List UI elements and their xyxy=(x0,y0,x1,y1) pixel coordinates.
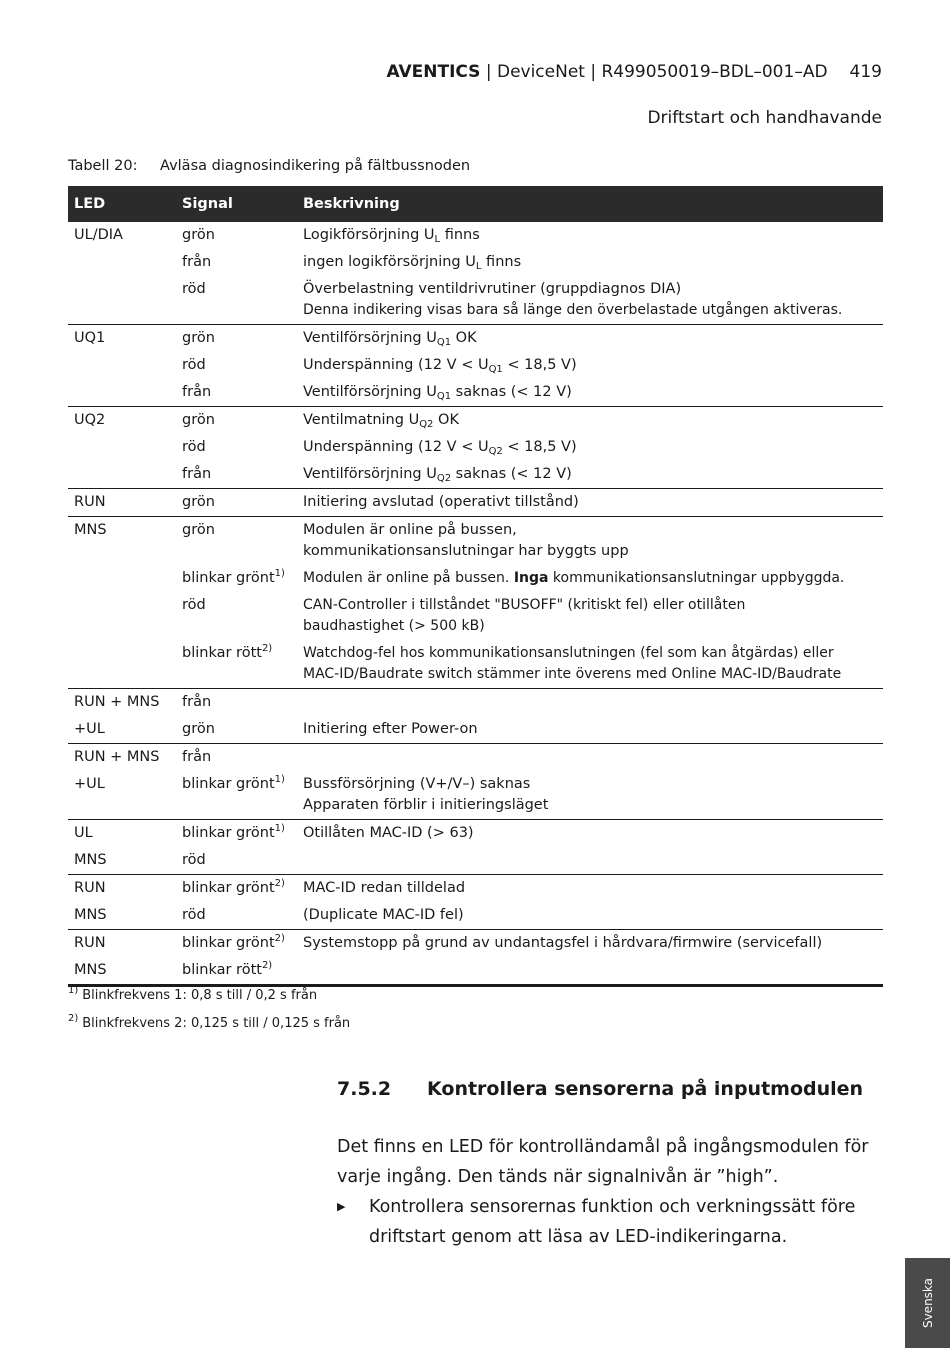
signal-cell: från xyxy=(182,749,212,765)
description-line: Överbelastning ventildrivrutiner (gruppdiagnos DIA) xyxy=(303,281,682,297)
led-cell: UQ2 xyxy=(74,412,106,428)
group-combined-5 xyxy=(68,930,883,986)
description-line: kommunikationsanslutningar har byggts upp xyxy=(303,543,629,559)
caption-label: Tabell 20: xyxy=(68,158,138,174)
language-tab xyxy=(905,1258,950,1348)
description-cell: Otillåten MAC-ID (> 63) xyxy=(303,825,474,841)
group-combined-4 xyxy=(68,875,883,930)
footnote-1 xyxy=(68,985,318,1003)
table-caption xyxy=(68,158,470,174)
group-combined-2 xyxy=(68,744,883,820)
led-cell: MNS xyxy=(74,962,107,978)
signal-cell: röd xyxy=(182,357,206,373)
description-text: OK xyxy=(433,412,459,428)
table-row xyxy=(68,565,883,592)
led-cell: RUN + MNS xyxy=(74,749,160,765)
subscript: Q2 xyxy=(436,473,452,484)
triangle-bullet-icon: ▶ xyxy=(337,1200,346,1213)
table-row xyxy=(68,930,883,958)
description-text: ingen logikförsörjning U xyxy=(303,254,476,270)
subscript: Q1 xyxy=(488,364,503,375)
led-cell: RUN xyxy=(74,935,106,951)
description-cell: Systemstopp på grund av undantagsfel i hårdvara/firmwire (servicefall) xyxy=(303,935,823,951)
header-signal: Signal xyxy=(176,186,297,222)
led-cell: RUN xyxy=(74,880,106,896)
signal-text: blinkar grönt xyxy=(182,776,275,792)
signal-cell: röd xyxy=(182,439,206,455)
table-row xyxy=(68,957,883,986)
description-cell xyxy=(297,517,883,566)
signal-cell: röd xyxy=(182,281,206,297)
signal-cell: grön xyxy=(182,721,215,737)
description-cell xyxy=(297,434,883,461)
signal-text: blinkar grönt xyxy=(182,880,275,896)
table-row xyxy=(68,434,883,461)
description-cell xyxy=(297,592,883,640)
table-row xyxy=(68,325,883,353)
signal-cell xyxy=(176,930,297,958)
led-cell xyxy=(68,640,176,689)
chapter-title: Driftstart och handhavande xyxy=(647,108,882,128)
led-cell: UL xyxy=(74,825,93,841)
led-cell: RUN + MNS xyxy=(74,694,160,710)
footnote-ref: 1) xyxy=(274,568,285,579)
description-text: Underspänning (12 V < U xyxy=(303,357,489,373)
table-row xyxy=(68,407,883,435)
description-text: saknas (< 12 V) xyxy=(451,466,572,482)
section-number: 7.5.2 xyxy=(337,1078,392,1100)
group-combined-3 xyxy=(68,820,883,875)
signal-cell: grön xyxy=(182,522,215,538)
table-header-row xyxy=(68,186,883,222)
signal-text: blinkar rött xyxy=(182,645,262,661)
description-cell xyxy=(297,461,883,489)
signal-cell: grön xyxy=(182,412,215,428)
group-uldia xyxy=(68,222,883,325)
description-line: Apparaten förblir i initieringsläget xyxy=(303,797,549,813)
description-line: Watchdog-fel hos kommunikationsanslutningen (fel som kan åtgärdas) eller xyxy=(303,645,834,661)
description-cell xyxy=(297,379,883,407)
page-number: 419 xyxy=(849,62,882,82)
signal-cell xyxy=(176,771,297,820)
group-uq2 xyxy=(68,407,883,489)
description-line: Bussförsörjning (V+/V–) saknas xyxy=(303,776,531,792)
description-cell xyxy=(297,407,883,435)
signal-text: blinkar grönt xyxy=(182,935,275,951)
led-cell: MNS xyxy=(74,522,107,538)
led-cell xyxy=(68,461,176,489)
signal-cell: från xyxy=(182,384,212,400)
description-text: kommunikationsanslutningar uppbyggda. xyxy=(548,570,845,586)
description-cell xyxy=(297,689,883,717)
table-row xyxy=(68,902,883,930)
description-line: baudhastighet (> 500 kB) xyxy=(303,618,485,634)
table-row xyxy=(68,461,883,489)
description-text: saknas (< 12 V) xyxy=(451,384,572,400)
group-run xyxy=(68,489,883,517)
description-text: finns xyxy=(440,227,480,243)
caption-title: Avläsa diagnosindikering på fältbussnoden xyxy=(160,158,471,174)
header-description: Beskrivning xyxy=(297,186,883,222)
signal-cell: från xyxy=(182,466,212,482)
signal-cell: grön xyxy=(182,227,215,243)
description-text: Underspänning (12 V < U xyxy=(303,439,489,455)
description-line: MAC-ID/Baudrate switch stämmer inte överens med Online MAC-ID/Baudrate xyxy=(303,666,842,682)
footnote-mark: 2) xyxy=(68,1013,79,1024)
signal-text: blinkar rött xyxy=(182,962,262,978)
footnote-ref: 2) xyxy=(261,643,273,654)
signal-cell: röd xyxy=(182,852,206,868)
description-cell xyxy=(297,771,883,820)
led-cell: RUN xyxy=(74,494,106,510)
subscript: Q2 xyxy=(419,419,434,430)
description-cell xyxy=(297,276,883,325)
led-cell xyxy=(68,565,176,592)
table-row xyxy=(68,379,883,407)
signal-cell xyxy=(176,565,297,592)
signal-cell xyxy=(176,875,297,903)
header-led: LED xyxy=(68,186,176,222)
led-cell: +UL xyxy=(74,776,105,792)
description-text: < 18,5 V) xyxy=(502,439,577,455)
led-cell xyxy=(68,249,176,276)
subscript: L xyxy=(434,234,441,245)
table-row xyxy=(68,592,883,640)
description-cell: MAC-ID redan tilldelad xyxy=(303,880,466,896)
description-cell xyxy=(297,744,883,772)
subscript: Q2 xyxy=(488,446,503,457)
description-line: CAN-Controller i tillståndet "BUSOFF" (kritiskt fel) eller otillåten xyxy=(303,597,746,613)
signal-cell xyxy=(176,820,297,848)
signal-text: blinkar grönt xyxy=(182,570,275,586)
led-cell xyxy=(68,352,176,379)
description-text: Logikförsörjning U xyxy=(303,227,435,243)
description-cell xyxy=(297,957,883,986)
description-cell xyxy=(297,325,883,353)
description-cell: (Duplicate MAC-ID fel) xyxy=(303,907,464,923)
group-combined-1 xyxy=(68,689,883,744)
footnote-2 xyxy=(68,1013,351,1031)
led-cell xyxy=(68,592,176,640)
description-text: Ventilförsörjning U xyxy=(303,330,437,346)
description-cell: Initiering efter Power-on xyxy=(303,721,478,737)
description-line: Denna indikering visas bara så länge den överbelastade utgången aktiveras. xyxy=(303,302,843,318)
description-text: < 18,5 V) xyxy=(502,357,577,373)
section-heading xyxy=(337,1078,863,1100)
table-row xyxy=(68,249,883,276)
led-cell xyxy=(68,379,176,407)
description-text: Ventilförsörjning U xyxy=(303,466,437,482)
description-line: Modulen är online på bussen, xyxy=(303,522,517,538)
footnote-mark: 1) xyxy=(68,985,79,996)
table-row xyxy=(68,352,883,379)
table-row xyxy=(68,820,883,848)
signal-text: blinkar grönt xyxy=(182,825,275,841)
description-text: Ventilförsörjning U xyxy=(303,384,437,400)
table-row xyxy=(68,689,883,717)
led-cell xyxy=(68,276,176,325)
signal-cell: från xyxy=(182,254,212,270)
description-cell xyxy=(297,640,883,689)
body-paragraph: Det finns en LED för kontrolländamål på ingångsmodulen för varje ingång. Den tänds när signalnivån är ”high”. xyxy=(337,1137,869,1187)
table-row xyxy=(68,716,883,744)
subscript: Q1 xyxy=(436,391,452,402)
group-uq1 xyxy=(68,325,883,407)
description-cell xyxy=(297,565,883,592)
table-row xyxy=(68,640,883,689)
signal-cell: röd xyxy=(182,597,206,613)
table-row xyxy=(68,847,883,875)
led-cell xyxy=(68,434,176,461)
footnote-text: Blinkfrekvens 2: 0,125 s till / 0,125 s från xyxy=(82,1016,351,1031)
table-row xyxy=(68,222,883,249)
footnote-ref: 1) xyxy=(274,823,285,834)
description-text: Ventilmatning U xyxy=(303,412,420,428)
table-row xyxy=(68,489,883,517)
emphasis-text: Inga xyxy=(513,570,549,586)
led-cell: UQ1 xyxy=(74,330,106,346)
table-row xyxy=(68,875,883,903)
language-label: Svenska xyxy=(920,1277,935,1329)
table-row xyxy=(68,517,883,566)
description-cell xyxy=(297,352,883,379)
running-header xyxy=(386,62,882,82)
signal-cell xyxy=(176,640,297,689)
footnote-ref: 2) xyxy=(261,960,273,971)
signal-cell: från xyxy=(182,694,212,710)
diagnosis-table xyxy=(68,186,883,987)
subscript: Q1 xyxy=(436,337,452,348)
description-text: OK xyxy=(451,330,477,346)
led-cell: MNS xyxy=(74,852,107,868)
subscript: L xyxy=(475,261,482,272)
section-title: Kontrollera sensorerna på inputmodulen xyxy=(427,1078,864,1100)
table-row xyxy=(68,276,883,325)
footnote-ref: 2) xyxy=(274,878,285,889)
description-cell xyxy=(297,249,883,276)
description-text: Modulen är online på bussen. xyxy=(303,570,514,586)
signal-cell: röd xyxy=(182,907,206,923)
footnote-text: Blinkfrekvens 1: 0,8 s till / 0,2 s från xyxy=(82,988,318,1003)
footnote-ref: 2) xyxy=(274,933,285,944)
signal-cell: grön xyxy=(182,494,215,510)
led-cell: MNS xyxy=(74,907,107,923)
led-cell: UL/DIA xyxy=(74,227,123,243)
table-row xyxy=(68,744,883,772)
description-text: finns xyxy=(481,254,522,270)
description-cell xyxy=(297,222,883,249)
table-row xyxy=(68,771,883,820)
description-cell xyxy=(297,847,883,875)
description-cell: Initiering avslutad (operativt tillstånd) xyxy=(303,494,579,510)
signal-cell: grön xyxy=(182,330,215,346)
brand-name: AVENTICS xyxy=(386,62,481,82)
instruction-text: Kontrollera sensorernas funktion och verkningssätt före driftstart genom att läsa av LED-indikeringarna. xyxy=(369,1197,856,1247)
signal-cell xyxy=(176,957,297,986)
footnote-ref: 1) xyxy=(274,774,285,785)
instruction-step xyxy=(337,1192,877,1252)
document-id: | DeviceNet | R499050019–BDL–001–AD xyxy=(480,62,828,82)
group-mns xyxy=(68,517,883,689)
led-cell: +UL xyxy=(74,721,105,737)
